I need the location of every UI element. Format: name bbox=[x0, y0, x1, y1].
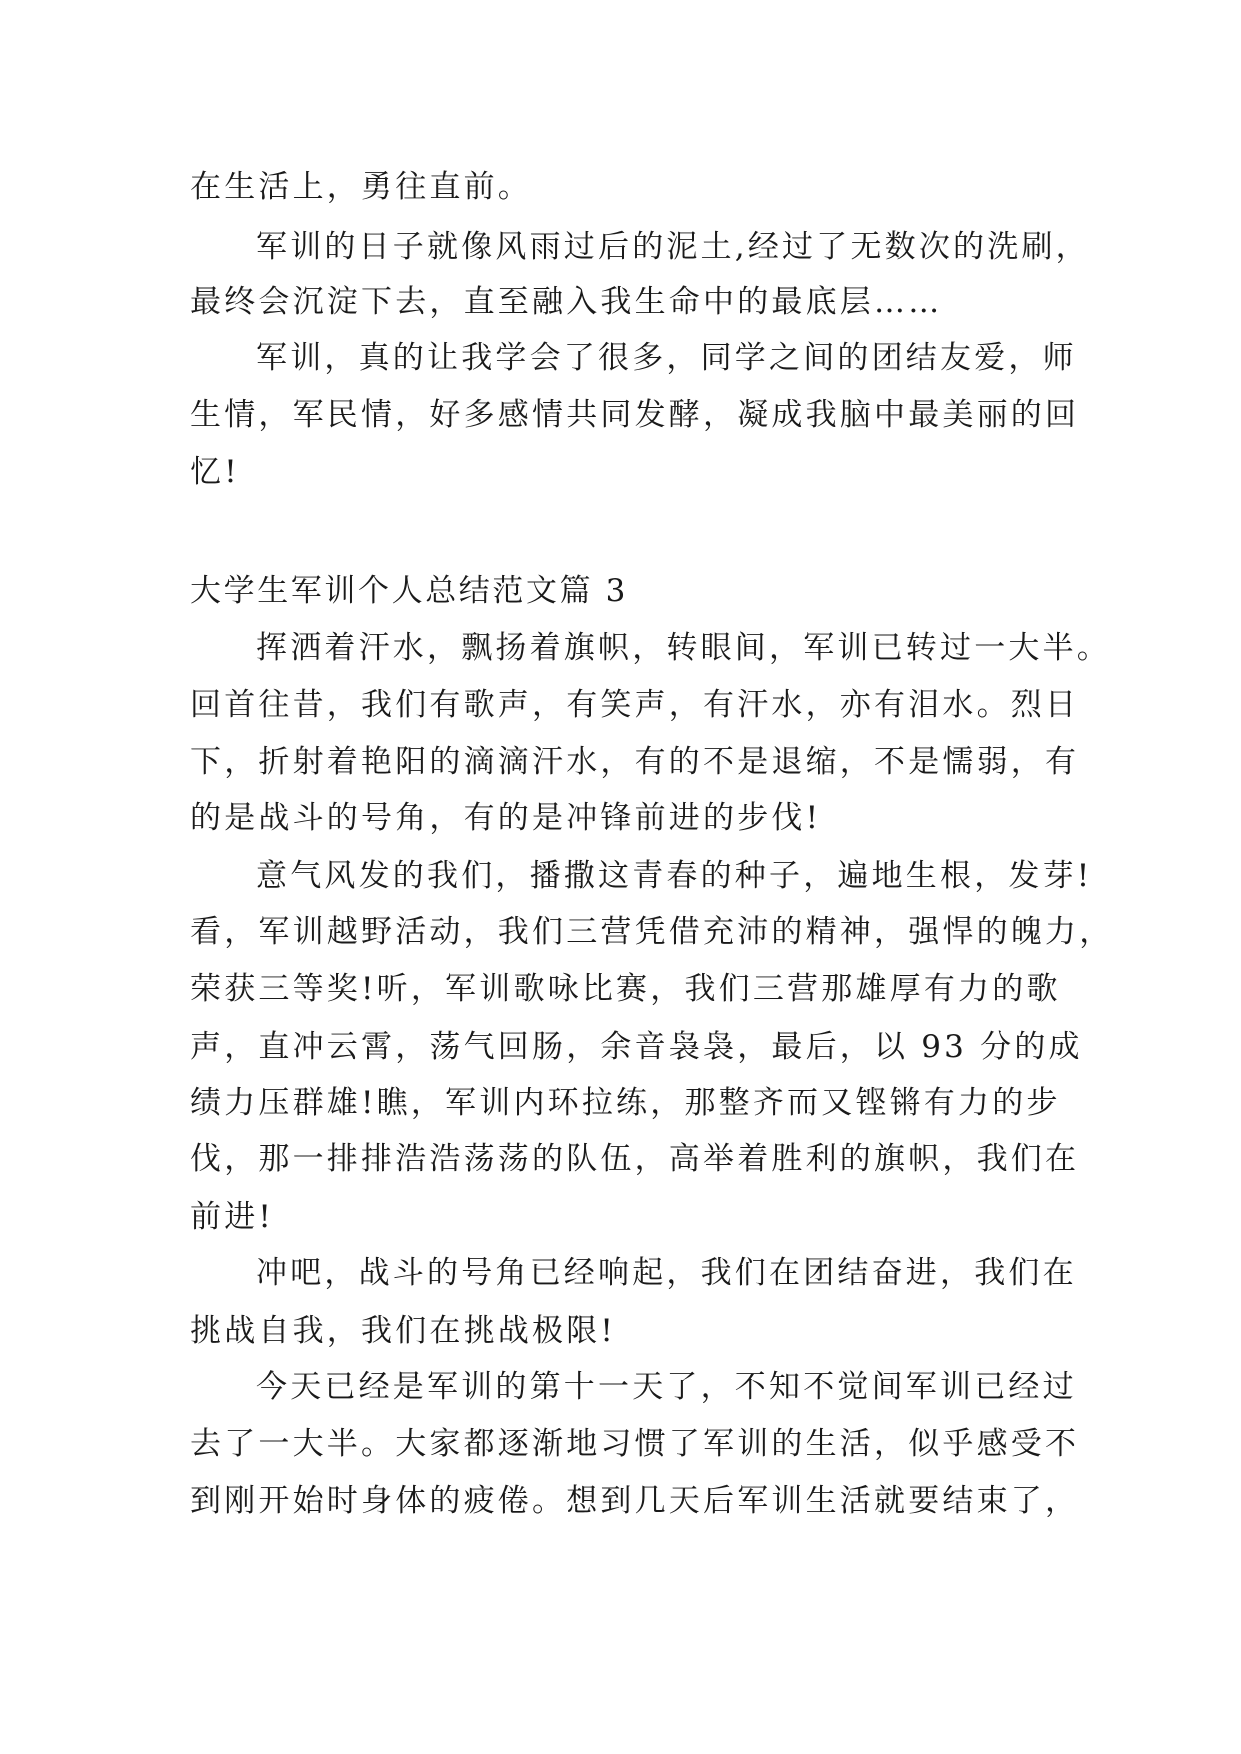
text-line: 看，军训越野活动，我们三营凭借充沛的精神，强悍的魄力， bbox=[190, 914, 1114, 950]
text-line: 回首往昔，我们有歌声，有笑声，有汗水，亦有泪水。烈日 bbox=[190, 687, 1080, 723]
paragraph-first-line: 意气风发的我们，播撒这青春的种子，遍地生根，发芽! bbox=[256, 858, 1093, 894]
section-heading: 大学生军训个人总结范文篇 3 bbox=[190, 573, 628, 609]
text-line: 生情，军民情，好多感情共同发酵，凝成我脑中最美丽的回 bbox=[190, 397, 1080, 433]
text-line: 去了一大半。大家都逐渐地习惯了军训的生活，似乎感受不 bbox=[190, 1426, 1080, 1462]
text-line: 下，折射着艳阳的滴滴汗水，有的不是退缩，不是懦弱，有 bbox=[190, 744, 1080, 780]
text-line: 忆! bbox=[190, 454, 240, 490]
text-line: 前进! bbox=[190, 1199, 275, 1235]
paragraph-first-line: 今天已经是军训的第十一天了，不知不觉间军训已经过 bbox=[256, 1369, 1077, 1405]
paragraph-first-line: 冲吧，战斗的号角已经响起，我们在团结奋进，我们在 bbox=[256, 1255, 1077, 1291]
paragraph-first-line: 军训的日子就像风雨过后的泥土,经过了无数次的洗刷， bbox=[256, 229, 1090, 265]
text-line: 在生活上，勇往直前。 bbox=[190, 169, 532, 205]
text-line: 声，直冲云霄，荡气回肠，余音袅袅，最后，以 93 分的成 bbox=[190, 1029, 1083, 1065]
text-line: 最终会沉淀下去，直至融入我生命中的最底层…… bbox=[190, 284, 943, 320]
text-line: 荣获三等奖!听，军训歌咏比赛，我们三营那雄厚有力的歌 bbox=[190, 971, 1061, 1007]
text-line: 伐，那一排排浩浩荡荡的队伍，高举着胜利的旗帜，我们在 bbox=[190, 1141, 1080, 1177]
text-line: 绩力压群雄!瞧，军训内环拉练，那整齐而又铿锵有力的步 bbox=[190, 1085, 1061, 1121]
text-line: 挑战自我，我们在挑战极限! bbox=[190, 1313, 617, 1349]
paragraph-first-line: 挥洒着汗水，飘扬着旗帜，转眼间，军训已转过一大半。 bbox=[256, 630, 1111, 666]
text-line: 的是战斗的号角，有的是冲锋前进的步伐! bbox=[190, 800, 822, 836]
text-line: 到刚开始时身体的疲倦。想到几天后军训生活就要结束了， bbox=[190, 1483, 1080, 1519]
paragraph-first-line: 军训，真的让我学会了很多，同学之间的团结友爱，师 bbox=[256, 340, 1077, 376]
